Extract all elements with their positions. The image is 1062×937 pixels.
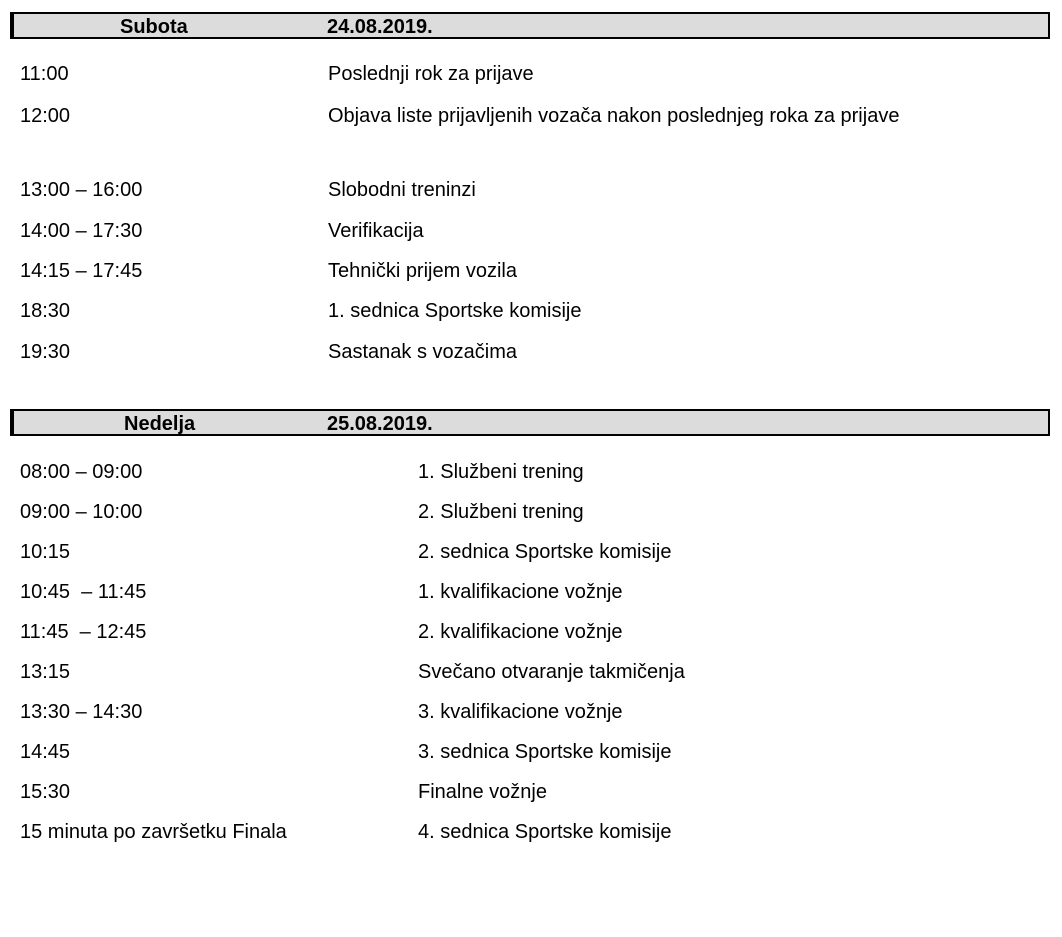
event-cell: Poslednji rok za prijave (328, 63, 534, 85)
event-cell: 3. kvalifikacione vožnje (418, 701, 623, 723)
time-cell: 08:00 – 09:00 (20, 461, 143, 483)
time-cell: 18:30 (20, 300, 71, 322)
event-cell: 1. Službeni trening (418, 461, 584, 483)
event-cell: 2. kvalifikacione vožnje (418, 621, 623, 643)
time-cell: 19:30 (20, 341, 71, 363)
time-cell: 15:30 (20, 781, 71, 803)
date-label: 25.08.2019. (327, 413, 433, 435)
event-cell: 2. sednica Sportske komisije (418, 541, 672, 563)
time-cell: 11:00 (20, 63, 69, 85)
event-cell: 1. sednica Sportske komisije (328, 300, 582, 322)
event-cell: Finalne vožnje (418, 781, 547, 803)
time-cell: 14:00 – 17:30 (20, 220, 143, 242)
time-cell: 13:00 – 16:00 (20, 179, 143, 201)
event-cell: Objava liste prijavljenih vozača nakon poslednjeg roka za prijave (328, 105, 900, 127)
time-cell: 13:15 (20, 661, 71, 683)
time-cell: 14:15 – 17:45 (20, 260, 143, 282)
day-label: Subota (120, 16, 188, 38)
time-cell: 10:45 – 11:45 (20, 581, 147, 603)
time-cell: 10:15 (20, 541, 71, 563)
day-header (10, 409, 1050, 436)
event-cell: 3. sednica Sportske komisije (418, 741, 672, 763)
time-cell: 13:30 – 14:30 (20, 701, 143, 723)
time-cell: 15 minuta po završetku Finala (20, 821, 287, 843)
day-header (10, 12, 1050, 39)
event-cell: 4. sednica Sportske komisije (418, 821, 672, 843)
time-cell: 09:00 – 10:00 (20, 501, 143, 523)
event-cell: 2. Službeni trening (418, 501, 584, 523)
event-cell: 1. kvalifikacione vožnje (418, 581, 623, 603)
event-cell: Slobodni treninzi (328, 179, 476, 201)
date-label: 24.08.2019. (327, 16, 433, 38)
day-label: Nedelja (124, 413, 196, 435)
event-cell: Svečano otvaranje takmičenja (418, 661, 685, 683)
event-cell: Verifikacija (328, 220, 424, 242)
time-cell: 11:45 – 12:45 (20, 621, 147, 643)
time-cell: 12:00 (20, 105, 71, 127)
event-cell: Tehnički prijem vozila (328, 260, 517, 282)
event-cell: Sastanak s vozačima (328, 341, 517, 363)
time-cell: 14:45 (20, 741, 71, 763)
